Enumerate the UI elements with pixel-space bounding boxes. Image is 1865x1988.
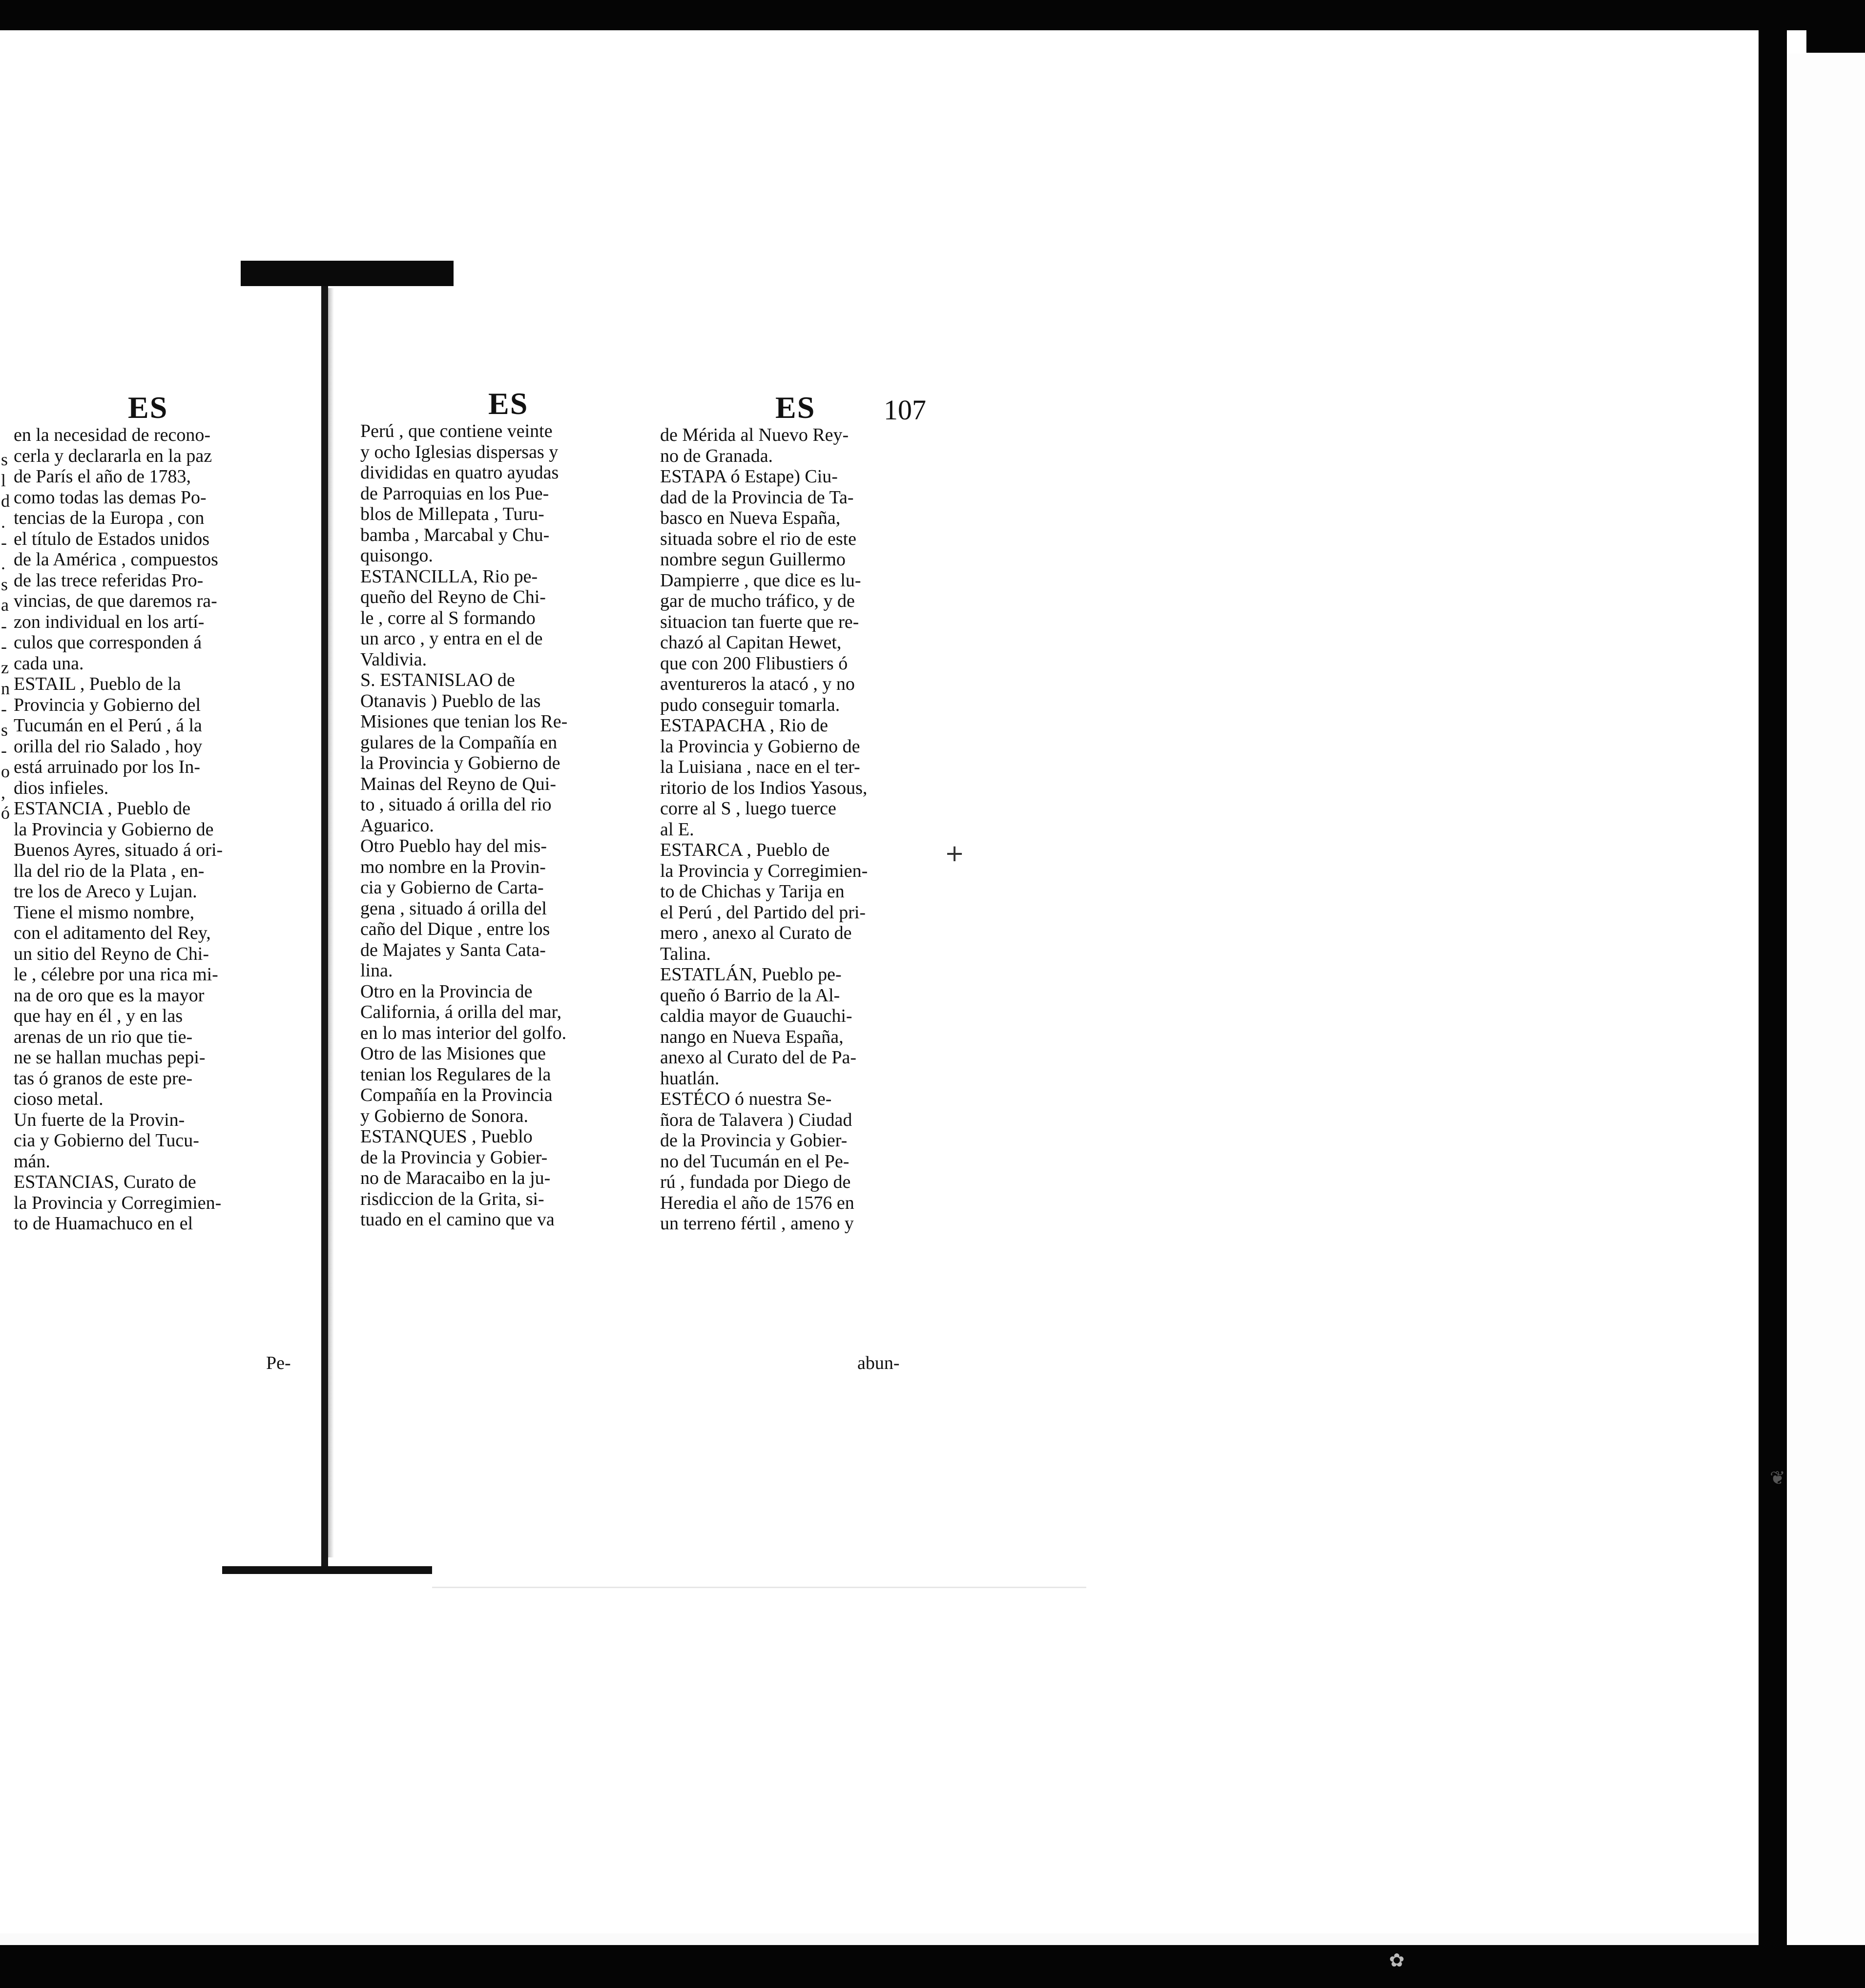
- text-line: chazó al Capitan Hewet,: [660, 632, 842, 653]
- text-line: tre los de Areco y Lujan.: [14, 881, 197, 902]
- text-line: basco en Nueva España,: [660, 508, 841, 528]
- text-line: ESTÉCO ó nuestra Se-: [660, 1089, 832, 1109]
- text-line: la Provincia y Corregimien-: [14, 1192, 222, 1213]
- gutter-bottom-bar: [222, 1566, 432, 1574]
- text-line: lla del rio de la Plata , en-: [14, 860, 205, 881]
- text-line: ESTAPACHA , Rio de: [660, 715, 828, 736]
- margin-letter: .: [1, 553, 5, 573]
- text-line: gena , situado á orilla del: [360, 898, 547, 919]
- text-line: Misiones que tenian los Re-: [360, 711, 568, 732]
- text-line: nango en Nueva España,: [660, 1026, 844, 1047]
- text-line: el Perú , del Partido del pri-: [660, 902, 866, 923]
- text-line: un terreno fértil , ameno y: [660, 1213, 854, 1234]
- text-line: huatlán.: [660, 1068, 720, 1089]
- left-margin-letters: [1, 449, 10, 824]
- text-line: de la Provincia y Gobier-: [660, 1130, 848, 1151]
- text-line: cia y Gobierno del Tucu-: [14, 1130, 199, 1151]
- margin-letter: s: [1, 574, 8, 594]
- text-line: Compañía en la Provincia: [360, 1085, 553, 1105]
- text-line: pudo conseguir tomarla.: [660, 694, 840, 715]
- text-line: dad de la Provincia de Ta-: [660, 487, 854, 508]
- text-column-middle: [360, 421, 634, 1230]
- text-line: cada una.: [14, 653, 84, 674]
- scan-top-right-border: [1806, 0, 1865, 53]
- text-line: ESTARCA , Pueblo de: [660, 840, 830, 860]
- text-line: Talina.: [660, 943, 711, 964]
- text-line: Dampierre , que dice es lu-: [660, 570, 861, 591]
- margin-letter: l: [1, 470, 6, 490]
- margin-letter: ó: [1, 803, 10, 823]
- text-line: vincias, de que daremos ra-: [14, 591, 217, 611]
- scan-bottom-border: [0, 1945, 1865, 1988]
- text-line: de Mérida al Nuevo Rey-: [660, 425, 849, 445]
- margin-letter: s: [1, 450, 8, 469]
- text-line: Un fuerte de la Provin-: [14, 1109, 185, 1130]
- text-line: con el aditamento del Rey,: [14, 923, 211, 943]
- text-line: orilla del rio Salado , hoy: [14, 736, 203, 757]
- text-line: de París el año de 1783,: [14, 466, 191, 487]
- text-line: Buenos Ayres, situado á ori-: [14, 840, 223, 860]
- text-line: aventureros la atacó , y no: [660, 674, 855, 694]
- text-line: Aguarico.: [360, 815, 434, 836]
- running-head-right: ES: [775, 390, 816, 425]
- text-line: ESTANCILLA, Rio pe-: [360, 566, 538, 587]
- text-line: mán.: [14, 1151, 50, 1172]
- text-line: culos que corresponden á: [14, 632, 202, 653]
- text-line: está arruinado por los In-: [14, 757, 200, 777]
- text-line: cerla y declararla en la paz: [14, 445, 212, 466]
- text-line: como todas las demas Po-: [14, 487, 207, 508]
- text-line: zon individual en los artí-: [14, 611, 205, 632]
- text-line: divididas en quatro ayudas: [360, 462, 559, 483]
- text-line: mero , anexo al Curato de: [660, 923, 852, 943]
- text-line: to , situado á orilla del rio: [360, 794, 552, 815]
- text-line: al E.: [660, 819, 694, 840]
- text-line: dios infieles.: [14, 777, 109, 798]
- text-line: cia y Gobierno de Carta-: [360, 877, 544, 898]
- text-line: un sitio del Reyno de Chi-: [14, 943, 209, 964]
- margin-letter: -: [1, 616, 7, 636]
- text-line: Otro Pueblo hay del mis-: [360, 836, 547, 856]
- text-line: Perú , que contiene veinte: [360, 421, 553, 441]
- scan-top-border: [0, 0, 1865, 30]
- text-line: la Provincia y Corregimien-: [660, 860, 868, 881]
- text-line: que con 200 Flibustiers ó: [660, 653, 848, 674]
- text-line: na de oro que es la mayor: [14, 985, 205, 1006]
- text-line: de las trece referidas Pro-: [14, 570, 204, 591]
- text-line: ne se hallan muchas pepi-: [14, 1047, 206, 1068]
- ink-speck-bottom: ✿: [1389, 1949, 1405, 1971]
- text-line: y Gobierno de Sonora.: [360, 1105, 529, 1126]
- text-line: S. ESTANISLAO de: [360, 670, 515, 690]
- text-line: ESTAIL , Pueblo de la: [14, 674, 181, 694]
- text-line: tuado en el camino que va: [360, 1209, 555, 1230]
- text-line: California, á orilla del mar,: [360, 1002, 562, 1022]
- text-line: queño del Reyno de Chi-: [360, 587, 546, 607]
- text-column-left: [14, 425, 288, 1234]
- text-line: anexo al Curato del de Pa-: [660, 1047, 857, 1068]
- text-line: situacion tan fuerte que re-: [660, 611, 859, 632]
- text-line: ESTANQUES , Pueblo: [360, 1126, 533, 1147]
- text-column-right: [660, 425, 926, 1234]
- text-line: situada sobre el rio de este: [660, 528, 857, 549]
- margin-letter: s: [1, 720, 8, 740]
- text-line: le , corre al S formando: [360, 607, 536, 628]
- text-line: de Majates y Santa Cata-: [360, 939, 546, 960]
- text-line: Mainas del Reyno de Qui-: [360, 773, 557, 794]
- text-line: Otro en la Provincia de: [360, 981, 533, 1002]
- text-line: ESTATLÁN, Pueblo pe-: [660, 964, 842, 985]
- text-line: Tucumán en el Perú , á la: [14, 715, 202, 736]
- text-line: Otanavis ) Pueblo de las: [360, 690, 541, 711]
- gutter-top-bar: [241, 261, 454, 286]
- text-line: la Provincia y Gobierno de: [660, 736, 860, 757]
- text-line: lina.: [360, 960, 393, 981]
- margin-letter: .: [1, 512, 5, 532]
- text-line: to de Huamachuco en el: [14, 1213, 193, 1234]
- text-line: no de Maracaibo en la ju-: [360, 1168, 551, 1188]
- page-number: 107: [884, 394, 926, 426]
- text-line: ESTANCIAS, Curato de: [14, 1172, 196, 1192]
- text-line: tas ó granos de este pre-: [14, 1068, 193, 1089]
- text-line: la Luisiana , nace en el ter-: [660, 757, 860, 777]
- margin-letter: ,: [1, 782, 5, 802]
- text-line: queño ó Barrio de la Al-: [660, 985, 840, 1006]
- text-line: ritorio de los Indios Yasous,: [660, 777, 868, 798]
- margin-letter: a: [1, 595, 9, 615]
- text-line: Heredia el año de 1576 en: [660, 1192, 854, 1213]
- text-line: que hay en él , y en las: [14, 1006, 183, 1026]
- catchword-left: Pe-: [266, 1353, 291, 1373]
- text-line: en la necesidad de recono-: [14, 425, 211, 445]
- text-line: de la Provincia y Gobier-: [360, 1147, 548, 1168]
- text-line: Valdivia.: [360, 649, 427, 670]
- text-line: mo nombre en la Provin-: [360, 856, 546, 877]
- text-line: el título de Estados unidos: [14, 528, 210, 549]
- text-line: quisongo.: [360, 545, 433, 566]
- text-line: ESTANCIA , Pueblo de: [14, 798, 191, 819]
- faint-page-rule: [432, 1587, 1086, 1588]
- text-line: Tiene el mismo nombre,: [14, 902, 195, 923]
- text-line: no de Granada.: [660, 445, 773, 466]
- text-line: de Parroquias en los Pue-: [360, 483, 549, 504]
- text-line: ñora de Talavera ) Ciudad: [660, 1109, 852, 1130]
- text-line: to de Chichas y Tarija en: [660, 881, 845, 902]
- text-line: rú , fundada por Diego de: [660, 1172, 851, 1192]
- page-bottom-edge: [0, 1933, 1759, 1945]
- text-line: caldia mayor de Guauchi-: [660, 1006, 852, 1026]
- next-page-strip: [1787, 54, 1865, 1945]
- text-line: no del Tucumán en el Pe-: [660, 1151, 850, 1172]
- gutter-shadow: [328, 288, 334, 1557]
- text-line: risdiccion de la Grita, si-: [360, 1188, 544, 1209]
- text-line: la Provincia y Gobierno de: [360, 753, 560, 773]
- text-line: tenian los Regulares de la: [360, 1064, 551, 1085]
- margin-letter: d: [1, 491, 10, 511]
- text-line: en lo mas interior del golfo.: [360, 1022, 567, 1043]
- margin-cross-mark: +: [945, 840, 965, 867]
- margin-letter: -: [1, 699, 7, 719]
- text-line: blos de Millepata , Turu-: [360, 504, 544, 524]
- margin-letter: -: [1, 637, 7, 657]
- text-line: Provincia y Gobierno del: [14, 694, 201, 715]
- catchword-right: abun-: [857, 1353, 900, 1373]
- margin-letter: o: [1, 761, 10, 781]
- text-line: y ocho Iglesias dispersas y: [360, 441, 559, 462]
- scan-right-border: [1759, 0, 1787, 1988]
- text-line: caño del Dique , entre los: [360, 919, 550, 939]
- text-line: le , célebre por una rica mi-: [14, 964, 218, 985]
- gutter-stem: [321, 286, 328, 1567]
- running-head-middle: ES: [488, 386, 529, 421]
- margin-letter: z: [1, 657, 9, 677]
- margin-letter: -: [1, 741, 7, 761]
- text-line: nombre segun Guillermo: [660, 549, 846, 570]
- text-line: cioso metal.: [14, 1089, 104, 1109]
- text-line: tencias de la Europa , con: [14, 508, 205, 528]
- text-line: la Provincia y Gobierno de: [14, 819, 214, 840]
- text-line: de la América , compuestos: [14, 549, 218, 570]
- text-line: ESTAPA ó Estape) Ciu-: [660, 466, 838, 487]
- text-line: gulares de la Compañía en: [360, 732, 558, 753]
- text-line: gar de mucho tráfico, y de: [660, 591, 855, 611]
- running-head-left: ES: [128, 390, 168, 425]
- text-line: bamba , Marcabal y Chu-: [360, 524, 550, 545]
- text-line: Otro de las Misiones que: [360, 1043, 546, 1064]
- ink-speck-right: ❦: [1770, 1467, 1785, 1489]
- text-line: corre al S , luego tuerce: [660, 798, 836, 819]
- text-line: arenas de un rio que tie-: [14, 1026, 193, 1047]
- margin-letter: -: [1, 533, 7, 553]
- text-line: un arco , y entra en el de: [360, 628, 543, 649]
- margin-letter: n: [1, 678, 10, 698]
